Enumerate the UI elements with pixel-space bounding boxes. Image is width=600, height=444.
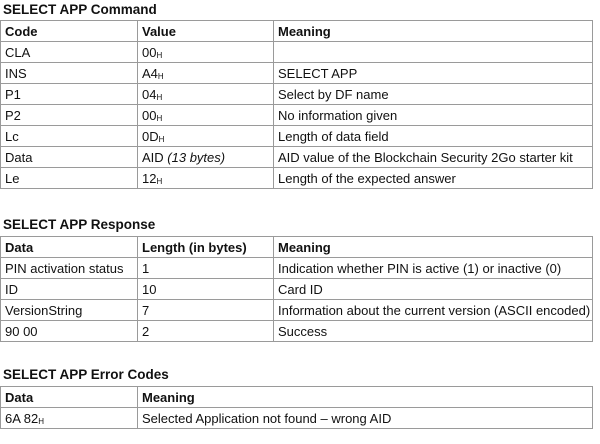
data-cell: PIN activation status (1, 258, 138, 279)
hex-subscript: H (38, 416, 45, 426)
value-text: 04 (142, 86, 157, 102)
hex-subscript: H (158, 134, 165, 144)
meaning-cell: Information about the current version (ASCII encoded) (274, 300, 593, 321)
table-row (1, 300, 593, 321)
response-header-row (1, 237, 593, 258)
value-cell (138, 168, 274, 189)
table-row (1, 408, 593, 429)
value-text: 0D (142, 128, 159, 144)
hex-subscript: H (156, 113, 163, 123)
errors-section-title: SELECT APP Error Codes (3, 367, 169, 382)
meaning-cell: Card ID (274, 279, 593, 300)
code-cell: INS (1, 63, 138, 84)
value-cell (138, 147, 274, 168)
column-header-code: Code (1, 21, 138, 42)
meaning-cell: Indication whether PIN is active (1) or inactive (0) (274, 258, 593, 279)
code-cell: CLA (1, 42, 138, 63)
value-text: 00 (142, 107, 157, 123)
data-cell: ID (1, 279, 138, 300)
length-cell: 1 (138, 258, 274, 279)
table-row (1, 84, 593, 105)
value-cell (138, 105, 274, 126)
value-text: 00 (142, 44, 157, 60)
response-section-title: SELECT APP Response (3, 217, 156, 232)
value-text: AID (142, 149, 164, 165)
column-header-meaning: Meaning (274, 237, 593, 258)
error-code-text: 6A 82 (5, 410, 39, 426)
hex-subscript: H (156, 92, 163, 102)
data-cell: VersionString (1, 300, 138, 321)
code-cell: Data (1, 147, 138, 168)
table-row (1, 63, 593, 84)
hex-subscript: H (156, 50, 163, 60)
meaning-cell (274, 42, 593, 63)
code-cell: Le (1, 168, 138, 189)
meaning-cell: Select by DF name (274, 84, 593, 105)
code-cell: P2 (1, 105, 138, 126)
value-text: 12 (142, 170, 157, 186)
command-header-row (1, 21, 593, 42)
meaning-cell: SELECT APP (274, 63, 593, 84)
column-header-value: Value (138, 21, 274, 42)
value-note: (13 bytes) (167, 149, 226, 165)
data-cell (1, 408, 138, 429)
hex-subscript: H (156, 176, 163, 186)
meaning-cell: Selected Application not found – wrong AID (138, 408, 593, 429)
column-header-meaning: Meaning (274, 21, 593, 42)
column-header-data: Data (1, 387, 138, 408)
value-cell (138, 63, 274, 84)
data-cell: 90 00 (1, 321, 138, 342)
column-header-meaning: Meaning (138, 387, 593, 408)
command-table (0, 20, 593, 189)
meaning-cell: AID value of the Blockchain Security 2Go starter kit (274, 147, 593, 168)
table-row (1, 126, 593, 147)
meaning-cell: Length of data field (274, 126, 593, 147)
meaning-cell: No information given (274, 105, 593, 126)
value-cell (138, 126, 274, 147)
code-cell: P1 (1, 84, 138, 105)
column-header-data: Data (1, 237, 138, 258)
length-cell: 10 (138, 279, 274, 300)
table-row (1, 321, 593, 342)
table-row (1, 258, 593, 279)
column-header-length: Length (in bytes) (138, 237, 274, 258)
value-cell (138, 84, 274, 105)
response-table (0, 236, 593, 342)
table-row (1, 42, 593, 63)
errors-table (0, 386, 593, 429)
value-text: A4 (142, 65, 158, 81)
meaning-cell: Success (274, 321, 593, 342)
value-cell (138, 42, 274, 63)
length-cell: 2 (138, 321, 274, 342)
errors-header-row (1, 387, 593, 408)
hex-subscript: H (157, 71, 164, 81)
table-row (1, 105, 593, 126)
code-cell: Lc (1, 126, 138, 147)
meaning-cell: Length of the expected answer (274, 168, 593, 189)
table-row (1, 279, 593, 300)
length-cell: 7 (138, 300, 274, 321)
table-row (1, 168, 593, 189)
table-row (1, 147, 593, 168)
command-section-title: SELECT APP Command (3, 2, 157, 17)
